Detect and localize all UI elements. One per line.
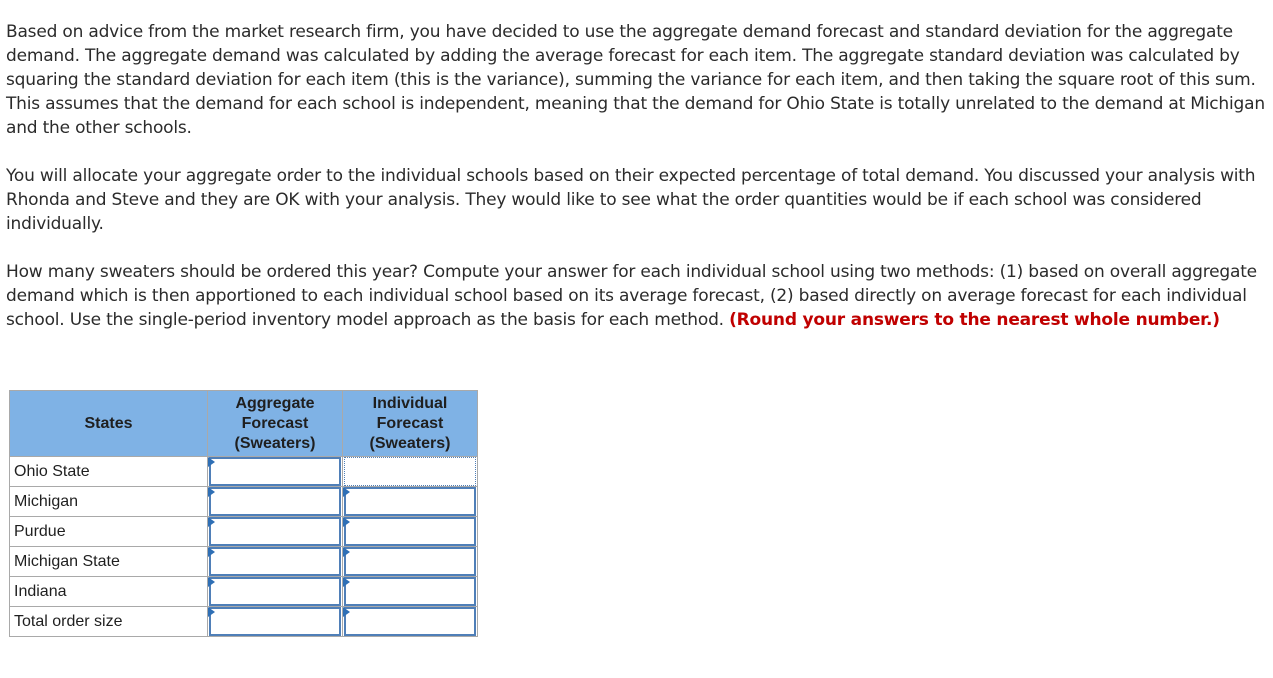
state-label-michigan-state: Michigan State bbox=[10, 547, 208, 577]
individual-input-indiana[interactable] bbox=[344, 577, 476, 606]
header-individual-line3: (Sweaters) bbox=[369, 434, 451, 452]
paragraph-3 bbox=[6, 260, 1268, 332]
header-aggregate-line2: Forecast bbox=[241, 414, 309, 432]
individual-input-ohio-state[interactable] bbox=[344, 457, 476, 486]
header-aggregate-line3: (Sweaters) bbox=[234, 434, 316, 452]
table-row bbox=[10, 577, 478, 607]
question-content bbox=[6, 20, 1268, 356]
table-row bbox=[10, 487, 478, 517]
aggregate-input-indiana[interactable] bbox=[209, 577, 341, 606]
answer-table bbox=[9, 390, 478, 637]
header-individual-forecast bbox=[343, 391, 478, 457]
paragraph-2: You will allocate your aggregate order to the individual schools based on their expected percentage of total demand. You discussed your analysis with Rhonda and Steve and they are OK with your analysis. They would like to see what the order quantities would be if each school was considered individually. bbox=[6, 166, 1256, 234]
state-label-total-order-size: Total order size bbox=[10, 607, 208, 637]
aggregate-input-purdue[interactable] bbox=[209, 517, 341, 546]
header-aggregate-line1: Aggregate bbox=[235, 394, 315, 412]
header-states: States bbox=[10, 391, 208, 457]
state-label-purdue: Purdue bbox=[10, 517, 208, 547]
individual-input-total[interactable] bbox=[344, 607, 476, 636]
aggregate-input-total[interactable] bbox=[209, 607, 341, 636]
table-header-row bbox=[10, 391, 478, 457]
header-individual-line2: Forecast bbox=[376, 414, 444, 432]
individual-input-purdue[interactable] bbox=[344, 517, 476, 546]
state-label-ohio-state: Ohio State bbox=[10, 457, 208, 487]
table-row bbox=[10, 457, 478, 487]
header-individual-line1: Individual bbox=[372, 394, 448, 412]
aggregate-input-ohio-state[interactable] bbox=[209, 457, 341, 486]
aggregate-input-michigan[interactable] bbox=[209, 487, 341, 516]
table-row bbox=[10, 607, 478, 637]
individual-input-michigan[interactable] bbox=[344, 487, 476, 516]
paragraph-3-text: How many sweaters should be ordered this year? Compute your answer for each individual school using two methods: (1) based on overall aggregate demand which is then apportioned to each individual school based on its average forecast, (2) based directly on average forecast for each individual school. Use the single-period inventory model approach as the basis for each method. bbox=[6, 262, 1257, 330]
individual-input-michigan-state[interactable] bbox=[344, 547, 476, 576]
table-row bbox=[10, 547, 478, 577]
table-row bbox=[10, 517, 478, 547]
rounding-instruction: (Round your answers to the nearest whole number.) bbox=[729, 310, 1220, 330]
state-label-michigan: Michigan bbox=[10, 487, 208, 517]
header-aggregate-forecast bbox=[208, 391, 343, 457]
state-label-indiana: Indiana bbox=[10, 577, 208, 607]
paragraph-1: Based on advice from the market research firm, you have decided to use the aggregate demand forecast and standard deviation for the aggregate demand. The aggregate demand was calculated by adding the average forecast for each item. The aggregate standard deviation was calculated by squaring the standard deviation for each item (this is the variance), summing the variance for each item, and then taking the square root of this sum. This assumes that the demand for each school is independent, meaning that the demand for Ohio State is totally unrelated to the demand at Michigan and the other schools. bbox=[6, 22, 1265, 138]
aggregate-input-michigan-state[interactable] bbox=[209, 547, 341, 576]
